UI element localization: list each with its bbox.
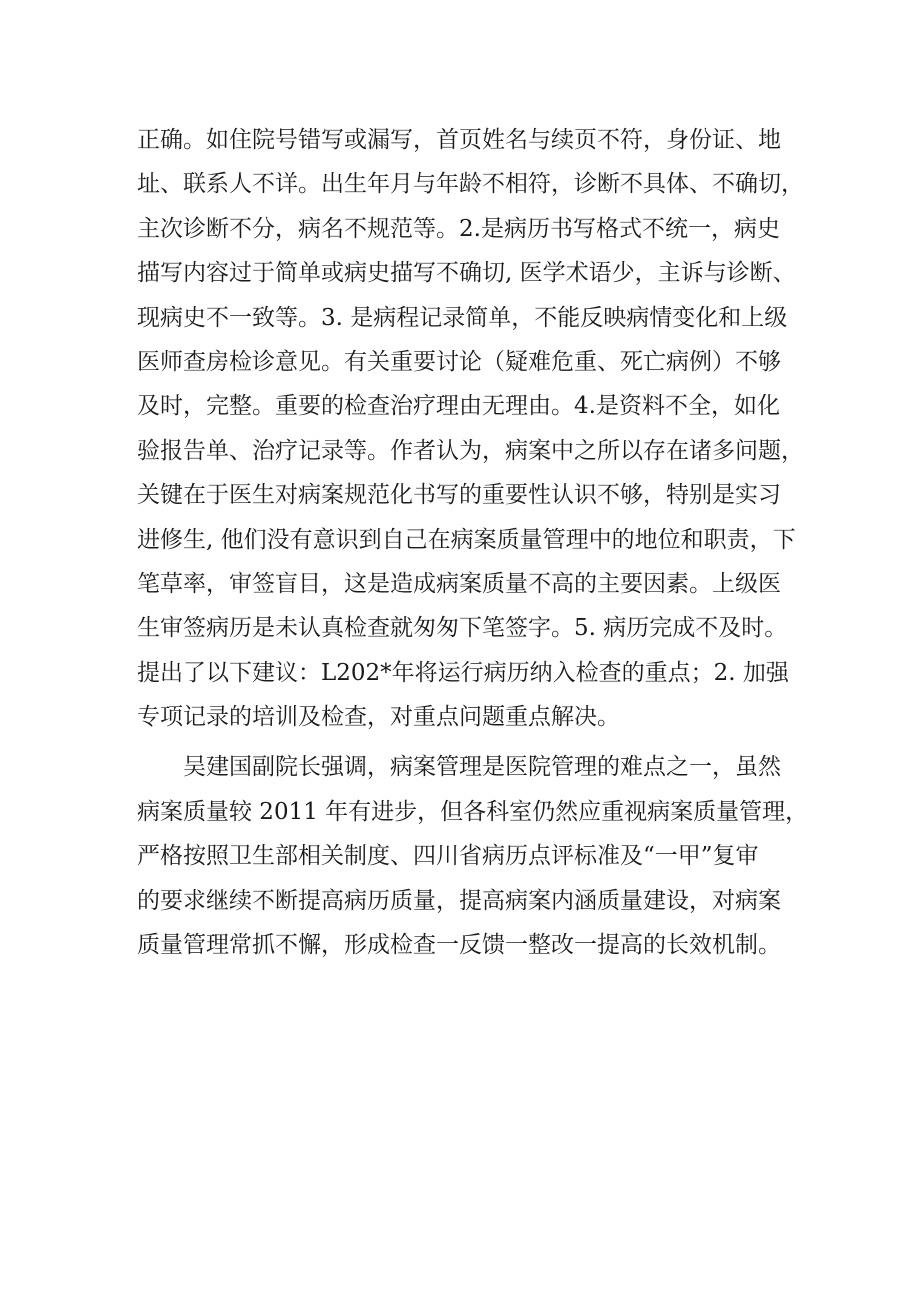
document-body [137, 118, 809, 967]
text-line: 笔草率，审签盲目，这是造成病案质量不高的主要因素。上级医 [137, 570, 781, 597]
text-line: 严格按照卫生部相关制度、四川省病历点评标准及“一甲”复审 [137, 843, 759, 870]
text-line: 提出了以下建议：L202*年将运行病历纳入检查的重点；2. 加强 [137, 659, 789, 686]
paragraph-1 [137, 118, 804, 739]
text-line: 质量管理常抓不懈，形成检查一反馈一整改一提高的长效机制。 [137, 932, 781, 959]
text-line: 描写内容过于简单或病史描写不确切, 医学术语少，主诉与诊断、 [137, 260, 796, 287]
text-line: 主次诊断不分，病名不规范等。2.是病历书写格式不统一，病史 [137, 215, 780, 242]
text-line: 进修生, 他们没有意识到自己在病案质量管理中的地位和职责，下 [137, 526, 796, 553]
text-line: 的要求继续不断提高病历质量，提高病案内涵质量建设，对病案 [137, 887, 781, 914]
text-line: 医师查房检诊意见。有关重要讨论（疑难危重、死亡病例）不够 [137, 348, 781, 375]
paragraph-2 [137, 745, 809, 967]
text-line: 生审签病历是未认真检查就匆匆下笔签字。5. 病历完成不及时。 [137, 615, 788, 642]
text-line: 病案质量较 2011 年有进步，但各科室仍然应重视病案质量管理， [137, 798, 809, 825]
text-line: 关键在于医生对病案规范化书写的重要性认识不够，特别是实习 [137, 482, 781, 509]
text-line: 正确。如住院号错写或漏写，首页姓名与续页不符，身份证、地 [137, 127, 781, 153]
text-line: 址、联系人不详。出生年月与年龄不相符，诊断不具体、不确切， [137, 171, 804, 198]
text-line: 现病史不一致等。3. 是病程记录简单，不能反映病情变化和上级 [137, 304, 788, 331]
text-line: 验报告单、治疗记录等。作者认为，病案中之所以存在诸多问题， [137, 437, 804, 464]
text-line: 吴建国副院长强调，病案管理是医院管理的难点之一，虽然 [183, 754, 781, 781]
text-line: 及时，完整。重要的检查治疗理由无理由。4.是资料不全，如化 [137, 393, 780, 420]
text-line: 专项记录的培训及检查，对重点问题重点解决。 [137, 704, 620, 731]
